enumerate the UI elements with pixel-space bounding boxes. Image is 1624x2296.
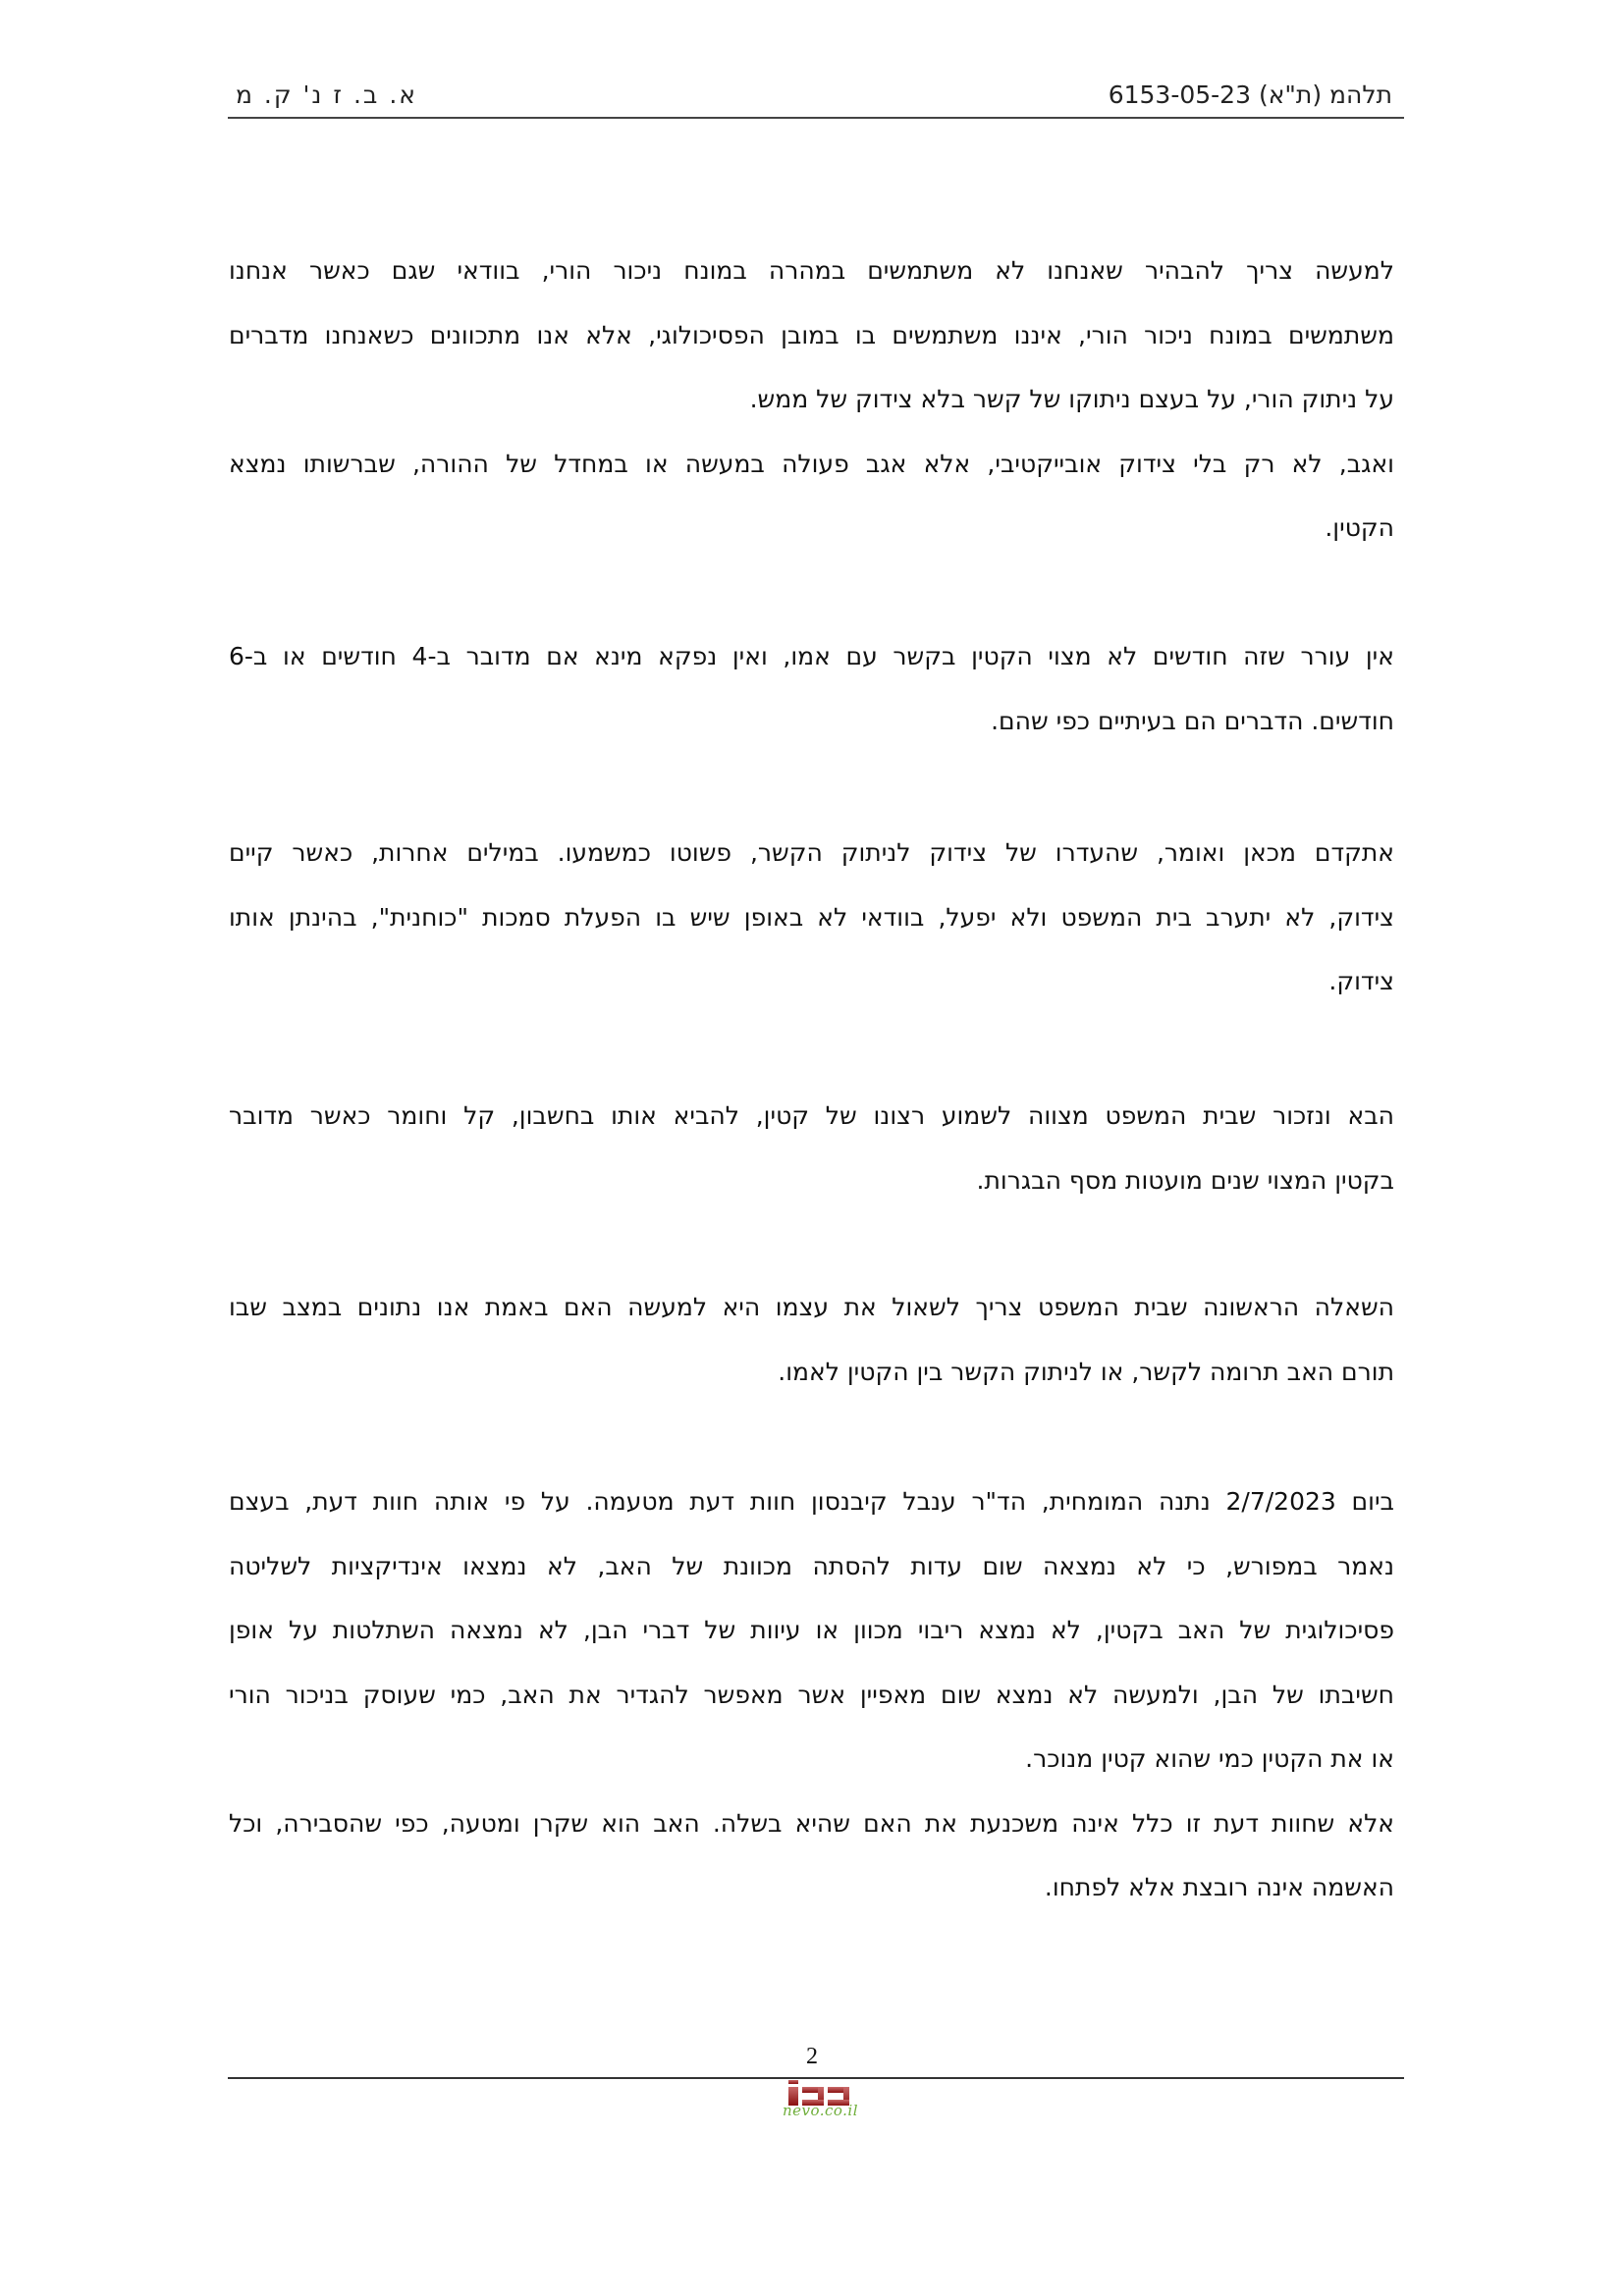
- text-line: הבא ונזכור שבית המשפט מצווה לשמוע רצונו של קטין, להביא אותו בחשבון, קל וחומר כאשר מדובר: [229, 1101, 1394, 1130]
- header-divider: [228, 117, 1404, 119]
- text-line: ואגב, לא רק בלי צידוק אובייקטיבי, אלא אגב פעולה במעשה או במחדל של ההורה, שברשותו נמצא: [229, 449, 1394, 478]
- text-line: הקטין.: [1325, 513, 1394, 542]
- text-line: חשיבתו של הבן, ולמעשה לא נמצא שום מאפיין אשר מאפשר להגדיר את האב, כמי שעוסק בניכור הורי: [229, 1680, 1394, 1709]
- text-line: ביום 2/7/2023 נתנה המומחית, הד"ר ענבל קיבנסון חוות דעת מטעמה. על פי אותה חוות דעת, בעצם: [229, 1487, 1394, 1516]
- footer-divider: [228, 2077, 1404, 2079]
- text-line: תורם האב תרומה לקשר, או לניתוק הקשר בין הקטין לאמו.: [778, 1357, 1394, 1386]
- page-number: 2: [806, 2044, 818, 2069]
- text-line: אתקדם מכאן ואומר, שהעדרו של צידוק לניתוק הקשר, פשוטו כמשמעו. במילים אחרות, כאשר קיים: [229, 838, 1394, 867]
- header-case-number: תלהמ (ת"א) 6153-05-23: [1108, 80, 1392, 109]
- text-line: צידוק, לא יתערב בית המשפט ולא יפעל, בוודאי לא באופן שיש בו הפעלת סמכות "כוחנית", בהינתן אותו: [229, 902, 1394, 932]
- paragraph: [229, 1469, 1394, 1920]
- nevo-logo: [769, 2080, 872, 2123]
- text-line: או את הקטין כמי שהוא קטין מנוכר.: [1025, 1744, 1394, 1773]
- nevo-logo-text: nevo.co.il: [782, 2102, 859, 2119]
- text-line: משתמשים במונח ניכור הורי, איננו משתמשים בו במובן הפסיכולוגי, אלא אנו מתכוונים כשאנחנו מדברים: [229, 320, 1394, 349]
- paragraph: [229, 624, 1394, 753]
- paragraph: [229, 1084, 1394, 1212]
- text-line: חודשים. הדברים הם בעיתיים כפי שהם.: [991, 706, 1394, 735]
- paragraph: [229, 821, 1394, 1014]
- paragraph: [229, 239, 1394, 561]
- text-line: למעשה צריך להבהיר שאנחנו לא משתמשים במהרה במונח ניכור הורי, בוודאי שגם כאשר אנחנו: [229, 256, 1394, 285]
- text-line: השאלה הראשונה שבית המשפט צריך לשאול את עצמו היא למעשה האם באמת אנו נתונים במצב שבו: [229, 1293, 1394, 1321]
- header-parties: א. ב. ז נ' ק. מ: [236, 80, 417, 109]
- text-line: פסיכולוגית של האב בקטין, לא נמצא ריבוי מכוון או עיוות של דברי הבן, לא נמצאה השתלטות על אופן: [229, 1616, 1394, 1644]
- paragraph: [229, 1275, 1394, 1404]
- text-line: אין עורר שזה חודשים לא מצוי הקטין בקשר עם אמו, ואין נפקא מינא אם מדובר ב-4 חודשים או ב-6: [229, 642, 1394, 670]
- text-line: האשמה אינה רובצת אלא לפתחו.: [1044, 1873, 1394, 1901]
- text-line: בקטין המצוי שנים מועטות מסף הבגרות.: [976, 1165, 1394, 1195]
- text-line: צידוק.: [1328, 967, 1394, 995]
- text-line: נאמר במפורש, כי לא נמצאה שום עדות להסתה מכוונת של האב, לא נמצאו אינדיקציות לשליטה: [229, 1551, 1394, 1580]
- text-line: על ניתוק הורי, על בעצם ניתוקו של קשר בלא צידוק של ממש.: [749, 385, 1394, 413]
- text-line: אלא שחוות דעת זו כלל אינה משכנעת את האם שהיא בשלה. האב הוא שקרן ומטעה, כפי שהסבירה, וכל: [229, 1808, 1394, 1838]
